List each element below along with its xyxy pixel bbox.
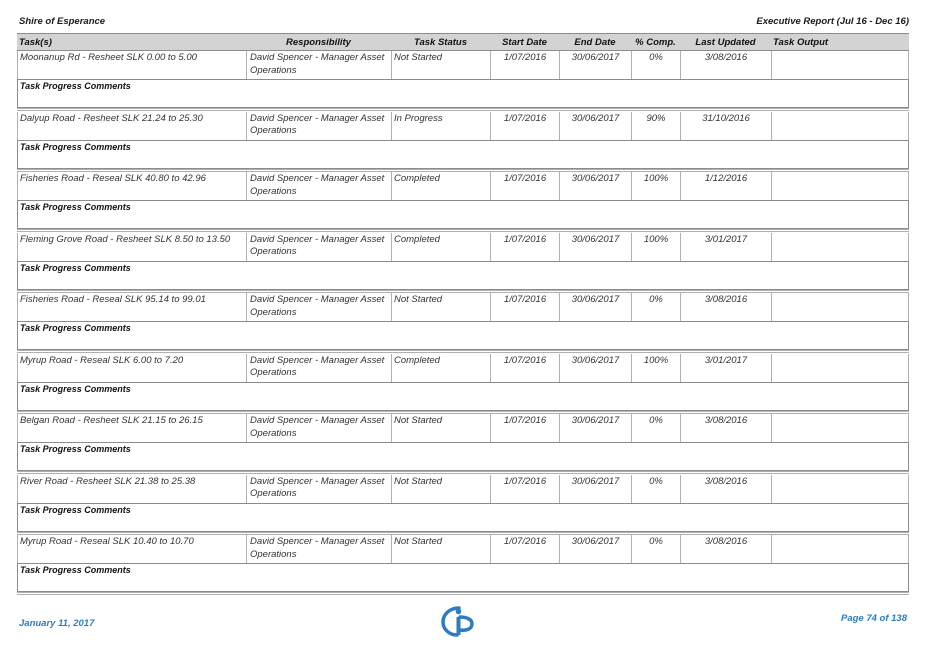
percent-complete-cell: 0% xyxy=(632,414,681,442)
task-progress-comments: Task Progress Comments xyxy=(17,563,909,592)
report-date: January 11, 2017 xyxy=(19,618,95,629)
task-output-cell xyxy=(772,233,910,261)
task-block xyxy=(17,233,909,294)
task-output-cell xyxy=(772,172,910,200)
task-list xyxy=(17,51,909,596)
last-updated-cell: 3/01/2017 xyxy=(681,233,772,261)
responsibility-cell: David Spencer - Manager Asset Operations xyxy=(247,51,392,79)
start-date-cell: 1/07/2016 xyxy=(491,293,560,321)
task-status-cell: Completed xyxy=(392,354,491,382)
responsibility-cell: David Spencer - Manager Asset Operations xyxy=(247,535,392,563)
task-output-cell xyxy=(772,414,910,442)
last-updated-cell: 1/12/2016 xyxy=(681,172,772,200)
col-task-output: Task Output xyxy=(773,36,829,48)
start-date-cell: 1/07/2016 xyxy=(491,475,560,503)
esperance-logo-icon xyxy=(439,605,479,637)
table-row xyxy=(17,172,909,200)
end-date-cell: 30/06/2017 xyxy=(560,475,632,503)
responsibility-cell: David Spencer - Manager Asset Operations xyxy=(247,475,392,503)
task-name-cell: Moonanup Rd - Resheet SLK 0.00 to 5.00 xyxy=(18,51,247,79)
start-date-cell: 1/07/2016 xyxy=(491,172,560,200)
table-row xyxy=(17,414,909,442)
end-date-cell: 30/06/2017 xyxy=(560,293,632,321)
last-updated-cell: 3/08/2016 xyxy=(681,51,772,79)
task-output-cell xyxy=(772,535,910,563)
task-name-cell: River Road - Resheet SLK 21.38 to 25.38 xyxy=(18,475,247,503)
task-block xyxy=(17,51,909,112)
page-number: Page 74 of 138 xyxy=(840,613,907,624)
end-date-cell: 30/06/2017 xyxy=(560,172,632,200)
responsibility-cell: David Spencer - Manager Asset Operations xyxy=(247,233,392,261)
task-output-cell xyxy=(772,293,910,321)
task-block xyxy=(17,535,909,596)
responsibility-cell: David Spencer - Manager Asset Operations xyxy=(247,293,392,321)
percent-complete-cell: 90% xyxy=(632,112,681,140)
table-row xyxy=(17,293,909,321)
task-name-cell: Myrup Road - Reseal SLK 6.00 to 7.20 xyxy=(18,354,247,382)
last-updated-cell: 3/08/2016 xyxy=(681,414,772,442)
col-responsibility: Responsibility xyxy=(286,36,351,48)
percent-complete-cell: 0% xyxy=(632,475,681,503)
percent-complete-cell: 100% xyxy=(632,233,681,261)
start-date-cell: 1/07/2016 xyxy=(491,233,560,261)
task-block xyxy=(17,354,909,415)
percent-complete-cell: 0% xyxy=(632,293,681,321)
task-table xyxy=(17,33,909,596)
task-status-cell: Not Started xyxy=(392,535,491,563)
col-end-date: End Date xyxy=(574,36,616,48)
task-progress-comments: Task Progress Comments xyxy=(17,140,909,169)
end-date-cell: 30/06/2017 xyxy=(560,535,632,563)
task-block xyxy=(17,293,909,354)
task-progress-comments: Task Progress Comments xyxy=(17,442,909,471)
task-output-cell xyxy=(772,354,910,382)
table-row xyxy=(17,233,909,261)
last-updated-cell: 31/10/2016 xyxy=(681,112,772,140)
task-progress-comments: Task Progress Comments xyxy=(17,503,909,532)
table-row xyxy=(17,112,909,140)
end-date-cell: 30/06/2017 xyxy=(560,233,632,261)
end-date-cell: 30/06/2017 xyxy=(560,414,632,442)
task-block xyxy=(17,172,909,233)
col-start-date: Start Date xyxy=(502,36,547,48)
responsibility-cell: David Spencer - Manager Asset Operations xyxy=(247,172,392,200)
task-block xyxy=(17,414,909,475)
task-name-cell: Dalyup Road - Resheet SLK 21.24 to 25.30 xyxy=(18,112,247,140)
col-percent-complete: % Comp. xyxy=(635,36,676,48)
last-updated-cell: 3/08/2016 xyxy=(681,475,772,503)
percent-complete-cell: 0% xyxy=(632,535,681,563)
row-separator xyxy=(17,592,909,595)
task-name-cell: Belgan Road - Resheet SLK 21.15 to 26.15 xyxy=(18,414,247,442)
task-output-cell xyxy=(772,51,910,79)
col-last-updated: Last Updated xyxy=(695,36,756,48)
col-task: Task(s) xyxy=(19,36,52,48)
last-updated-cell: 3/01/2017 xyxy=(681,354,772,382)
task-status-cell: Not Started xyxy=(392,475,491,503)
task-name-cell: Fisheries Road - Reseal SLK 95.14 to 99.01 xyxy=(18,293,247,321)
col-status: Task Status xyxy=(414,36,467,48)
task-status-cell: Not Started xyxy=(392,414,491,442)
task-block xyxy=(17,475,909,536)
percent-complete-cell: 100% xyxy=(632,354,681,382)
organisation-name: Shire of Esperance xyxy=(19,16,106,27)
percent-complete-cell: 0% xyxy=(632,51,681,79)
task-status-cell: Not Started xyxy=(392,51,491,79)
last-updated-cell: 3/08/2016 xyxy=(681,293,772,321)
end-date-cell: 30/06/2017 xyxy=(560,112,632,140)
start-date-cell: 1/07/2016 xyxy=(491,354,560,382)
task-name-cell: Fleming Grove Road - Resheet SLK 8.50 to 13.50 xyxy=(18,233,247,261)
table-row xyxy=(17,535,909,563)
task-name-cell: Myrup Road - Reseal SLK 10.40 to 10.70 xyxy=(18,535,247,563)
task-progress-comments: Task Progress Comments xyxy=(17,200,909,229)
start-date-cell: 1/07/2016 xyxy=(491,414,560,442)
responsibility-cell: David Spencer - Manager Asset Operations xyxy=(247,354,392,382)
task-progress-comments: Task Progress Comments xyxy=(17,382,909,411)
end-date-cell: 30/06/2017 xyxy=(560,51,632,79)
table-header xyxy=(17,33,909,51)
start-date-cell: 1/07/2016 xyxy=(491,112,560,140)
last-updated-cell: 3/08/2016 xyxy=(681,535,772,563)
start-date-cell: 1/07/2016 xyxy=(491,51,560,79)
start-date-cell: 1/07/2016 xyxy=(491,535,560,563)
task-output-cell xyxy=(772,112,910,140)
percent-complete-cell: 100% xyxy=(632,172,681,200)
task-output-cell xyxy=(772,475,910,503)
task-progress-comments: Task Progress Comments xyxy=(17,261,909,290)
task-status-cell: Not Started xyxy=(392,293,491,321)
table-row xyxy=(17,354,909,382)
end-date-cell: 30/06/2017 xyxy=(560,354,632,382)
task-name-cell: Fisheries Road - Reseal SLK 40.80 to 42.96 xyxy=(18,172,247,200)
report-title: Executive Report (Jul 16 - Dec 16) xyxy=(756,16,909,27)
task-progress-comments: Task Progress Comments xyxy=(17,321,909,350)
task-progress-comments: Task Progress Comments xyxy=(17,79,909,108)
task-status-cell: Completed xyxy=(392,233,491,261)
table-row xyxy=(17,475,909,503)
responsibility-cell: David Spencer - Manager Asset Operations xyxy=(247,414,392,442)
task-status-cell: Completed xyxy=(392,172,491,200)
table-row xyxy=(17,51,909,79)
task-block xyxy=(17,112,909,173)
task-status-cell: In Progress xyxy=(392,112,491,140)
responsibility-cell: David Spencer - Manager Asset Operations xyxy=(247,112,392,140)
